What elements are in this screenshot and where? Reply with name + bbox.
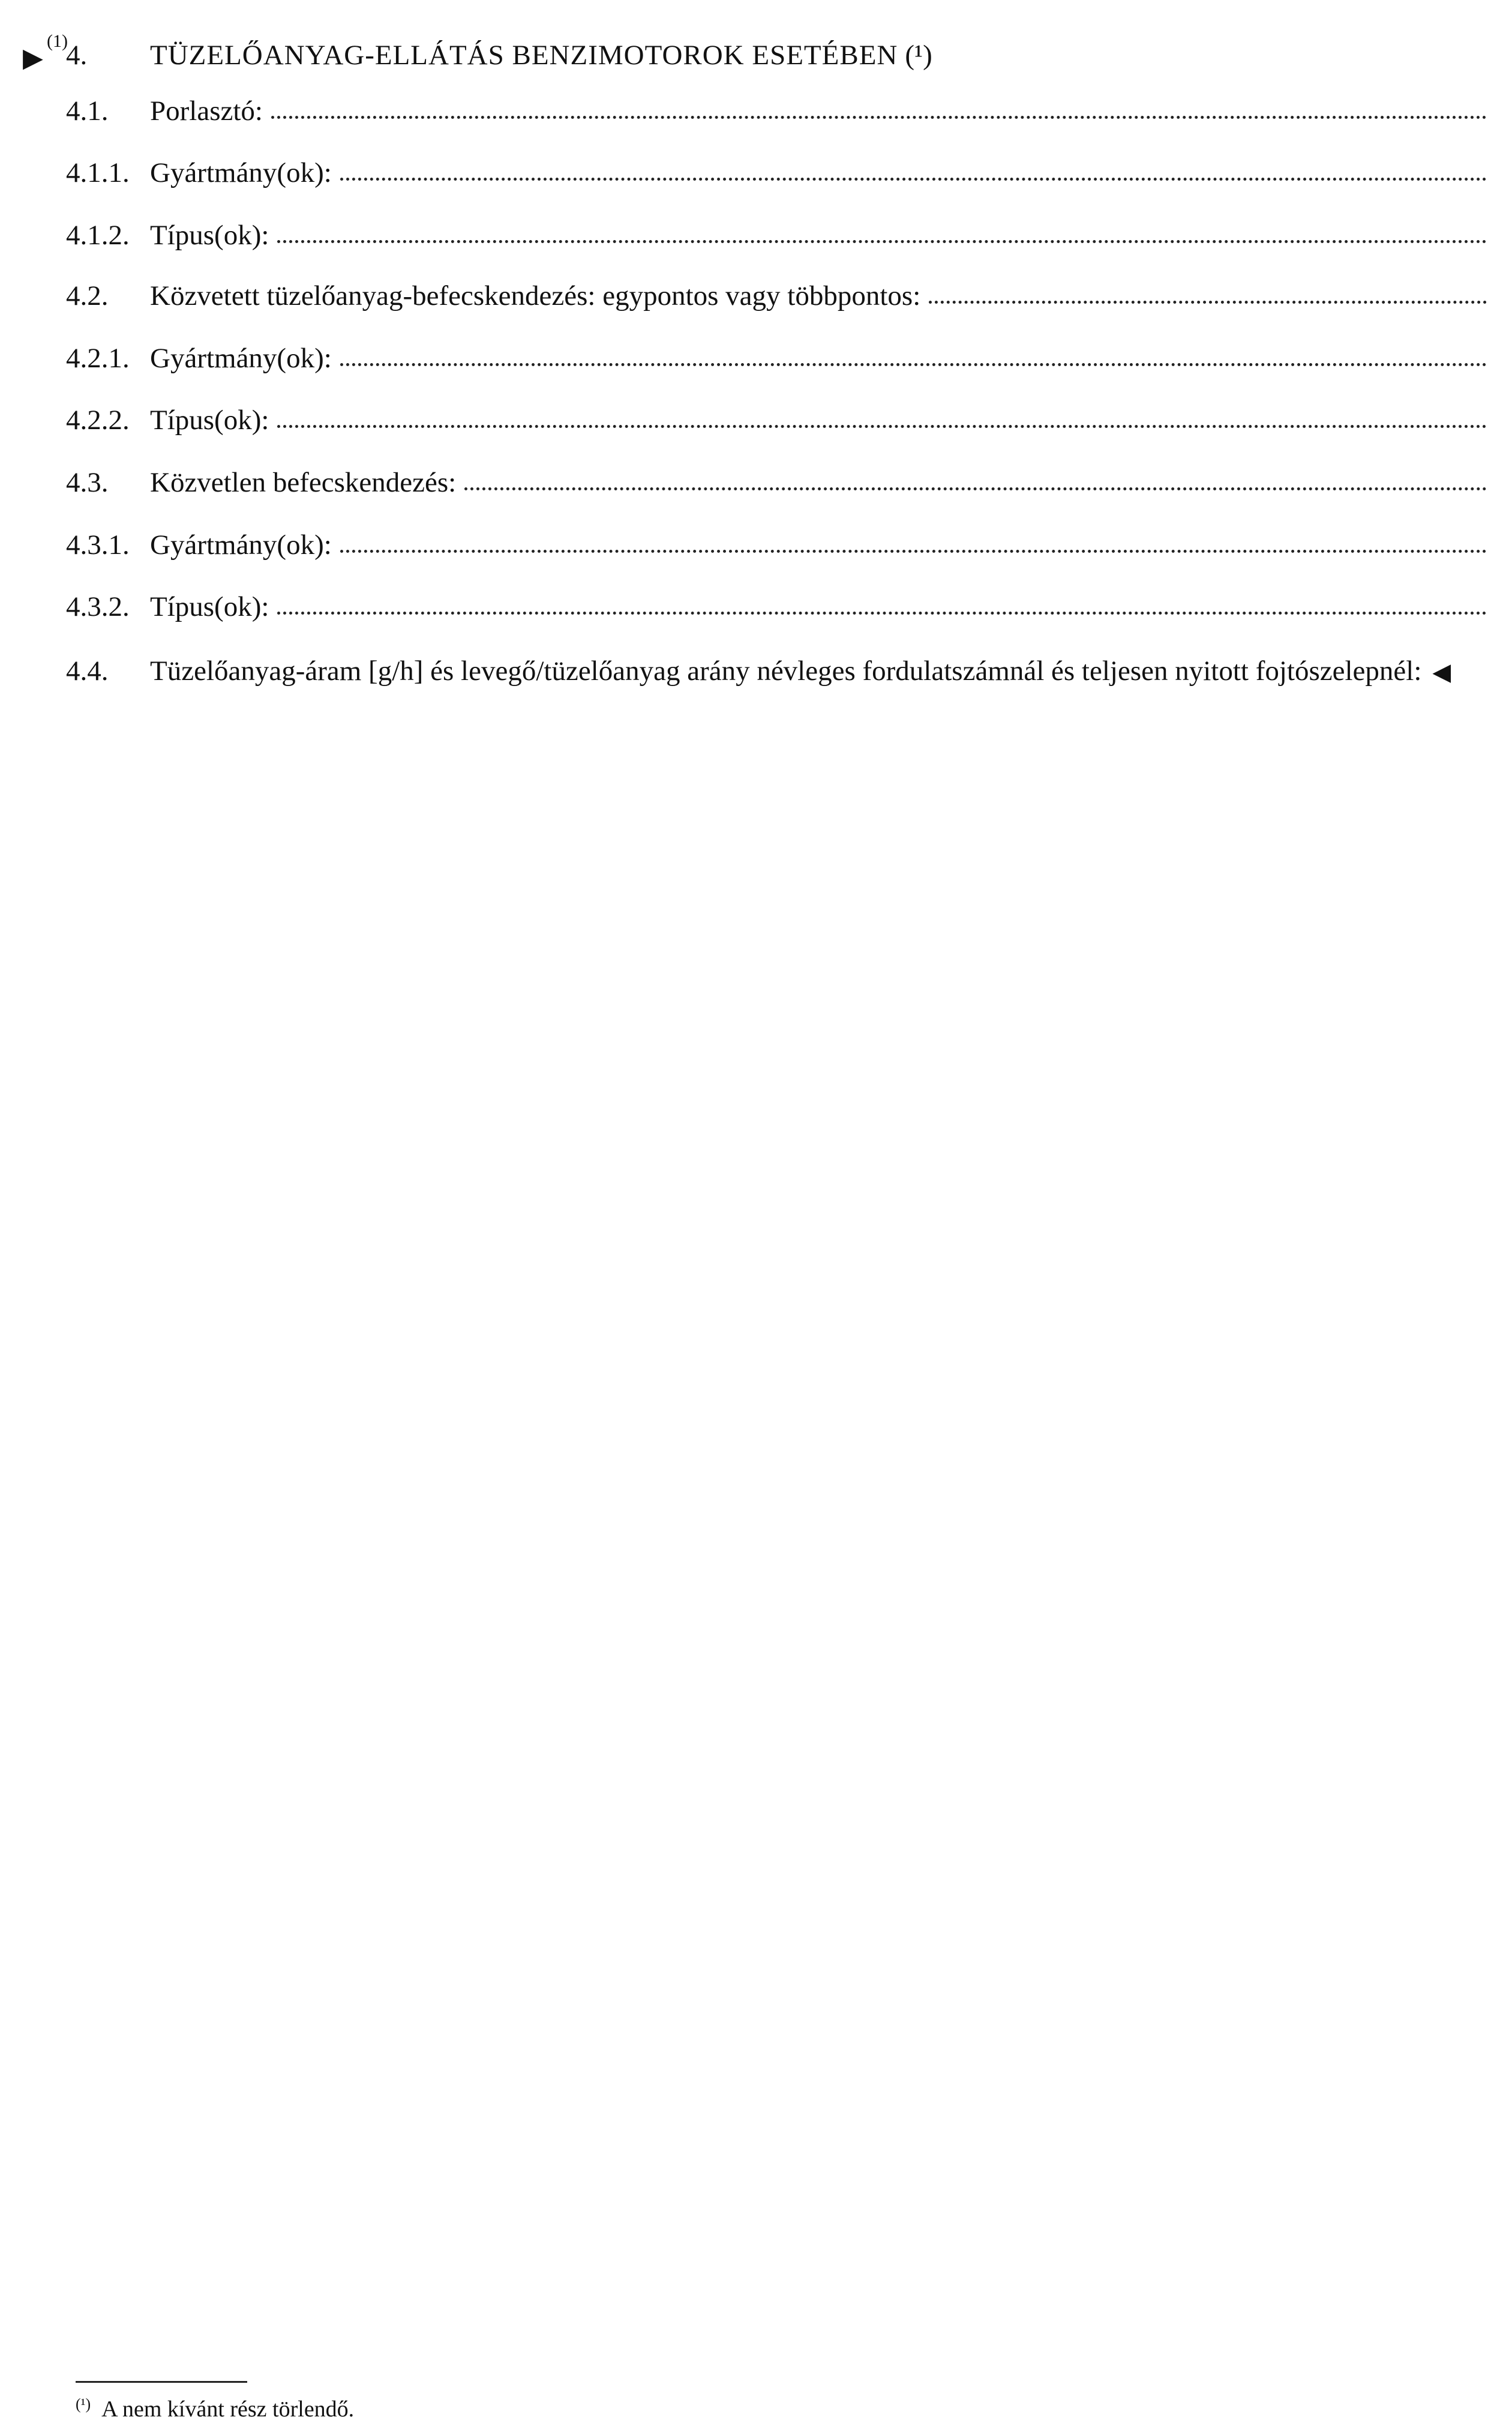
item-number: 4.3.2. (66, 591, 130, 622)
item-number: 4.1.1. (66, 157, 130, 188)
item-number: 4.2.1. (66, 343, 130, 374)
item-text: Tüzelőanyag-áram [g/h] és levegő/tüzelőanyag arány névleges fordulatszámnál és teljesen nyitott fojtószelepnél: (150, 655, 1422, 687)
item-number: 4.3. (66, 467, 109, 498)
section-heading (66, 37, 1487, 73)
item-number: 4.1. (66, 95, 109, 127)
amendment-end-arrow-icon: ◀ (1432, 658, 1451, 685)
fill-in-dotted-line[interactable] (277, 401, 1487, 428)
fill-in-dotted-line[interactable] (464, 463, 1487, 490)
form-line-4-3-2 (66, 589, 1487, 625)
form-line-4-2-2 (66, 402, 1487, 438)
item-label: Porlasztó: (150, 95, 263, 127)
fill-in-dotted-line[interactable] (271, 92, 1487, 119)
form-line-4-2-1 (66, 340, 1487, 376)
footnote-separator (76, 2381, 247, 2383)
item-label: Típus(ok): (150, 405, 269, 436)
item-label: Típus(ok): (150, 591, 269, 622)
footnote (76, 2391, 354, 2422)
fill-in-dotted-line[interactable] (340, 154, 1487, 181)
item-number: 4.2.2. (66, 405, 130, 436)
amendment-start-marker (23, 31, 68, 73)
form-line-4-2 (66, 278, 1487, 314)
form-line-4-3-1 (66, 527, 1487, 563)
amendment-start-arrow-icon: ▶ (23, 43, 43, 73)
fill-in-dotted-line[interactable] (929, 277, 1487, 304)
item-label: Közvetlen befecskendezés: (150, 467, 457, 498)
footnote-mark: (¹) (76, 2395, 91, 2413)
fill-in-dotted-line[interactable] (277, 588, 1487, 615)
fill-in-dotted-line[interactable] (277, 216, 1487, 243)
item-number: 4.2. (66, 280, 109, 312)
section-number: 4. (66, 40, 88, 71)
item-number: 4.1.2. (66, 220, 130, 251)
amendment-reference: (1) (47, 31, 68, 51)
item-label: Közvetett tüzelőanyag-befecskendezés: egypontos vagy többpontos: (150, 280, 921, 312)
item-label: Típus(ok): (150, 220, 269, 251)
fill-in-dotted-line[interactable] (340, 526, 1487, 553)
item-label: Gyártmány(ok): (150, 343, 332, 374)
item-number: 4.3.1. (66, 529, 130, 561)
footnote-text: A nem kívánt rész törlendő. (101, 2397, 355, 2422)
fill-in-dotted-line[interactable] (340, 339, 1487, 366)
item-label: Gyártmány(ok): (150, 529, 332, 561)
item-label: Gyártmány(ok): (150, 157, 332, 188)
item-number: 4.4. (66, 655, 109, 687)
form-line-4-1-1 (66, 155, 1487, 191)
form-line-4-4 (66, 655, 1487, 688)
section-footnote-reference: (¹) (905, 40, 932, 71)
form-line-4-1-2 (66, 217, 1487, 253)
form-line-4-3 (66, 465, 1487, 501)
form-line-4-1 (66, 93, 1487, 129)
section-title: TÜZELŐANYAG-ELLÁTÁS BENZIMOTOROK ESETÉBEN (150, 40, 898, 71)
